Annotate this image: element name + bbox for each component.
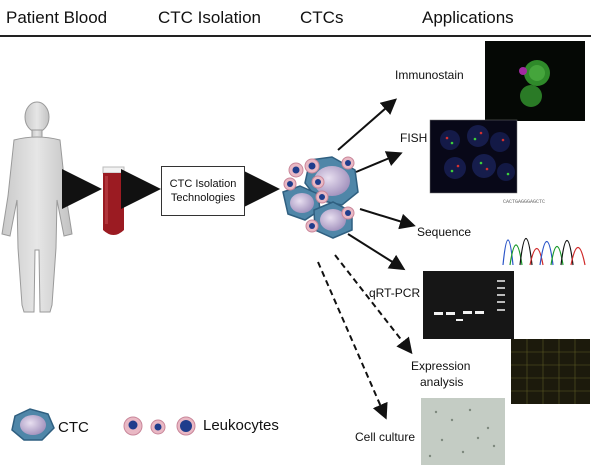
qrtpcr-gel-image — [423, 271, 514, 339]
arrow-to-expression — [335, 255, 410, 351]
label-fish: FISH — [400, 131, 428, 145]
sequence-chromatogram-image — [501, 195, 589, 270]
expression-microarray-image — [511, 339, 590, 404]
header-applications: Applications — [422, 8, 514, 27]
immunostain-image — [485, 41, 585, 121]
label-expression-line1: Expression — [411, 359, 471, 373]
blood-tube-icon — [103, 167, 124, 235]
isolation-box-line1: CTC Isolation — [169, 178, 237, 190]
legend-leukocyte-icon-1 — [124, 417, 142, 435]
arrow-to-qrtpcr — [348, 234, 402, 268]
legend-ctc-icon — [12, 409, 54, 440]
header-patient-blood: Patient Blood — [6, 8, 108, 27]
label-sequence: Sequence — [417, 225, 472, 239]
svg-text:CACTGAGGGAGCTC: CACTGAGGGAGCTC — [503, 199, 546, 205]
legend-leukocyte-icon-2 — [151, 420, 165, 434]
cell-culture-image — [421, 398, 505, 465]
human-figure-icon — [2, 102, 72, 312]
isolation-box-line2: Technologies — [170, 192, 236, 204]
arrow-to-fish — [356, 154, 399, 172]
ctc-cluster-icon — [283, 157, 358, 238]
header-ctcs: CTCs — [300, 8, 344, 27]
arrow-to-sequence — [360, 209, 412, 225]
arrow-to-immunostain — [338, 101, 394, 150]
legend-leukocyte-icon-3 — [177, 417, 195, 435]
label-cell-culture: Cell culture — [355, 430, 416, 444]
fish-image — [430, 120, 517, 193]
legend-leukocytes-label: Leukocytes — [203, 417, 279, 434]
label-expression-line2: analysis — [420, 375, 464, 389]
ctc-isolation-technologies-box — [161, 166, 245, 216]
legend-ctc-label: CTC — [58, 419, 89, 436]
label-immunostain: Immunostain — [395, 68, 464, 82]
label-qrtpcr: qRT-PCR — [369, 286, 421, 300]
header-ctc-isolation: CTC Isolation — [158, 8, 261, 27]
